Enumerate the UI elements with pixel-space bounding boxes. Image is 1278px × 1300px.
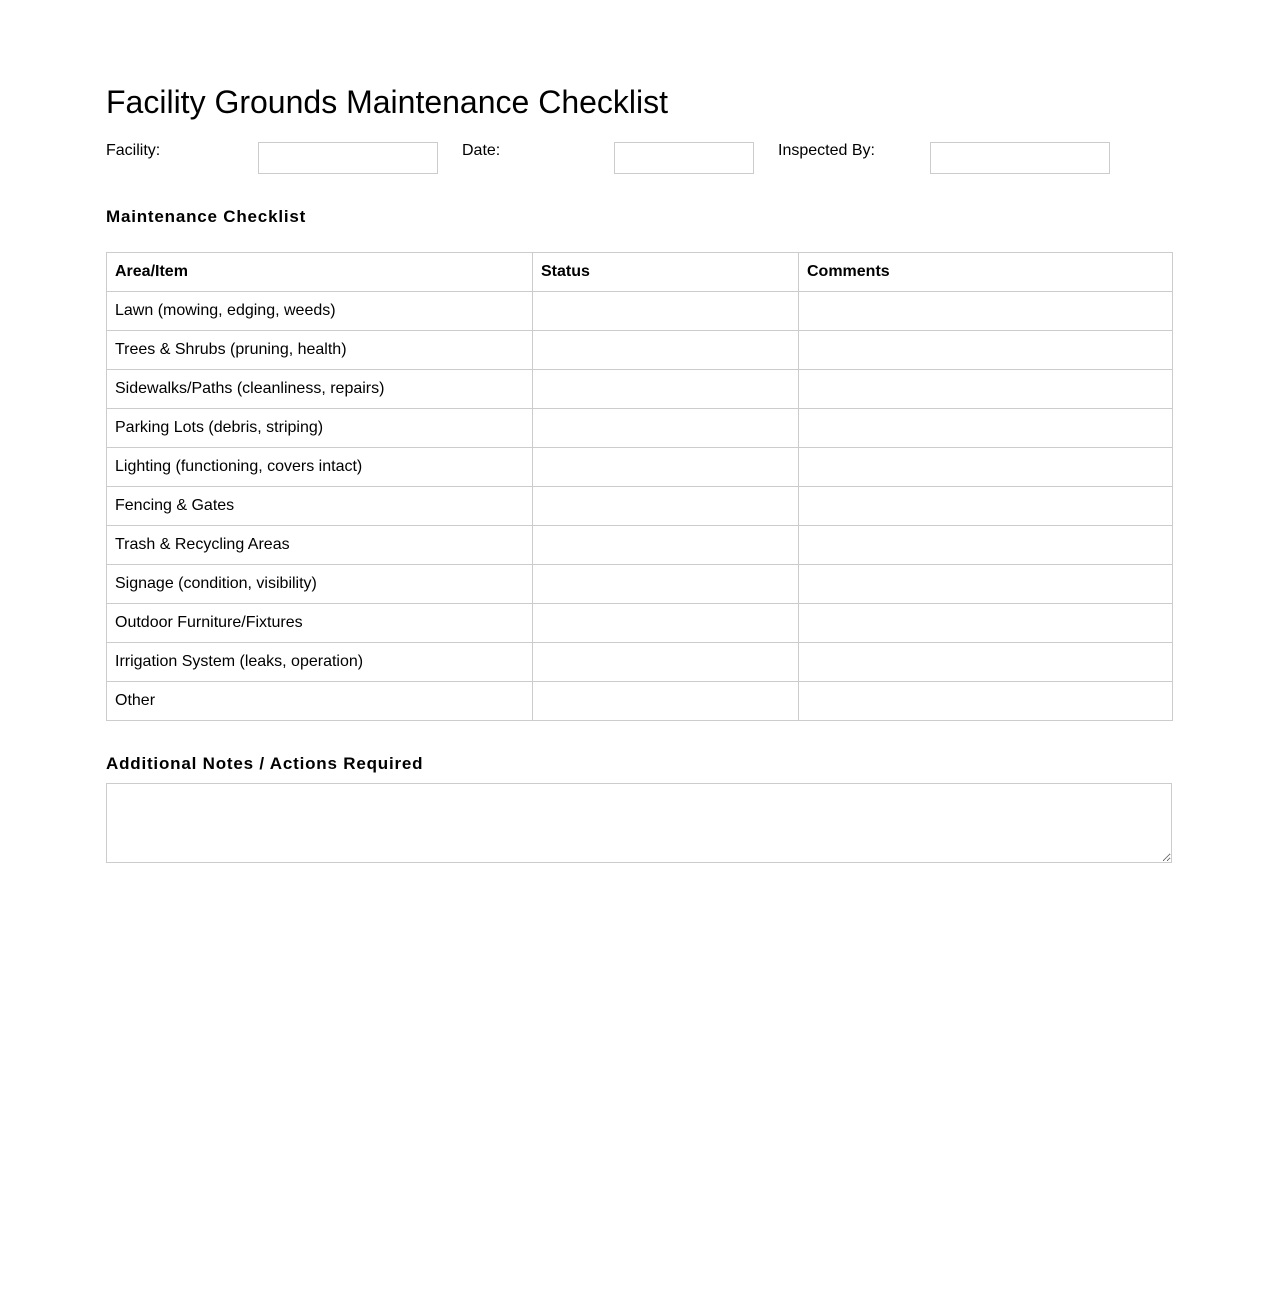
page-title: Facility Grounds Maintenance Checklist xyxy=(106,84,669,120)
date-input[interactable] xyxy=(614,142,754,174)
area-item-cell: Trees & Shrubs (pruning, health) xyxy=(107,331,533,370)
comments-cell[interactable] xyxy=(799,292,1173,331)
additional-notes-heading: Additional Notes / Actions Required xyxy=(106,754,424,773)
status-cell[interactable] xyxy=(533,292,799,331)
comments-cell[interactable] xyxy=(799,526,1173,565)
inspected-by-label: Inspected By: xyxy=(778,142,875,159)
comments-cell[interactable] xyxy=(799,565,1173,604)
comments-cell[interactable] xyxy=(799,409,1173,448)
area-item-cell: Lawn (mowing, edging, weeds) xyxy=(107,292,533,331)
area-item-cell: Parking Lots (debris, striping) xyxy=(107,409,533,448)
area-item-cell: Sidewalks/Paths (cleanliness, repairs) xyxy=(107,370,533,409)
status-cell[interactable] xyxy=(533,604,799,643)
table-row xyxy=(107,409,1173,448)
column-header-comments: Comments xyxy=(799,253,1173,292)
area-item-cell: Trash & Recycling Areas xyxy=(107,526,533,565)
area-item-cell: Signage (condition, visibility) xyxy=(107,565,533,604)
status-cell[interactable] xyxy=(533,409,799,448)
table-row xyxy=(107,487,1173,526)
table-header-row xyxy=(107,253,1173,292)
area-item-cell: Fencing & Gates xyxy=(107,487,533,526)
comments-cell[interactable] xyxy=(799,604,1173,643)
table-row xyxy=(107,682,1173,721)
table-row xyxy=(107,370,1173,409)
status-cell[interactable] xyxy=(533,565,799,604)
additional-notes-textarea[interactable] xyxy=(106,783,1172,863)
comments-cell[interactable] xyxy=(799,448,1173,487)
area-item-cell: Lighting (functioning, covers intact) xyxy=(107,448,533,487)
table-row xyxy=(107,643,1173,682)
area-item-cell: Other xyxy=(107,682,533,721)
area-item-cell: Irrigation System (leaks, operation) xyxy=(107,643,533,682)
status-cell[interactable] xyxy=(533,370,799,409)
facility-input[interactable] xyxy=(258,142,438,174)
comments-cell[interactable] xyxy=(799,370,1173,409)
column-header-status: Status xyxy=(533,253,799,292)
column-header-area-item: Area/Item xyxy=(107,253,533,292)
table-row xyxy=(107,331,1173,370)
maintenance-checklist-table xyxy=(106,252,1173,721)
facility-label: Facility: xyxy=(106,142,161,159)
status-cell[interactable] xyxy=(533,487,799,526)
table-row xyxy=(107,448,1173,487)
table-row xyxy=(107,565,1173,604)
status-cell[interactable] xyxy=(533,448,799,487)
area-item-cell: Outdoor Furniture/Fixtures xyxy=(107,604,533,643)
status-cell[interactable] xyxy=(533,643,799,682)
meta-fields-row xyxy=(106,142,1172,174)
maintenance-checklist-heading: Maintenance Checklist xyxy=(106,207,307,226)
date-label: Date: xyxy=(462,142,501,159)
comments-cell[interactable] xyxy=(799,643,1173,682)
comments-cell[interactable] xyxy=(799,487,1173,526)
inspected-by-input[interactable] xyxy=(930,142,1110,174)
status-cell[interactable] xyxy=(533,682,799,721)
table-row xyxy=(107,526,1173,565)
table-row xyxy=(107,292,1173,331)
comments-cell[interactable] xyxy=(799,331,1173,370)
status-cell[interactable] xyxy=(533,526,799,565)
comments-cell[interactable] xyxy=(799,682,1173,721)
status-cell[interactable] xyxy=(533,331,799,370)
table-row xyxy=(107,604,1173,643)
